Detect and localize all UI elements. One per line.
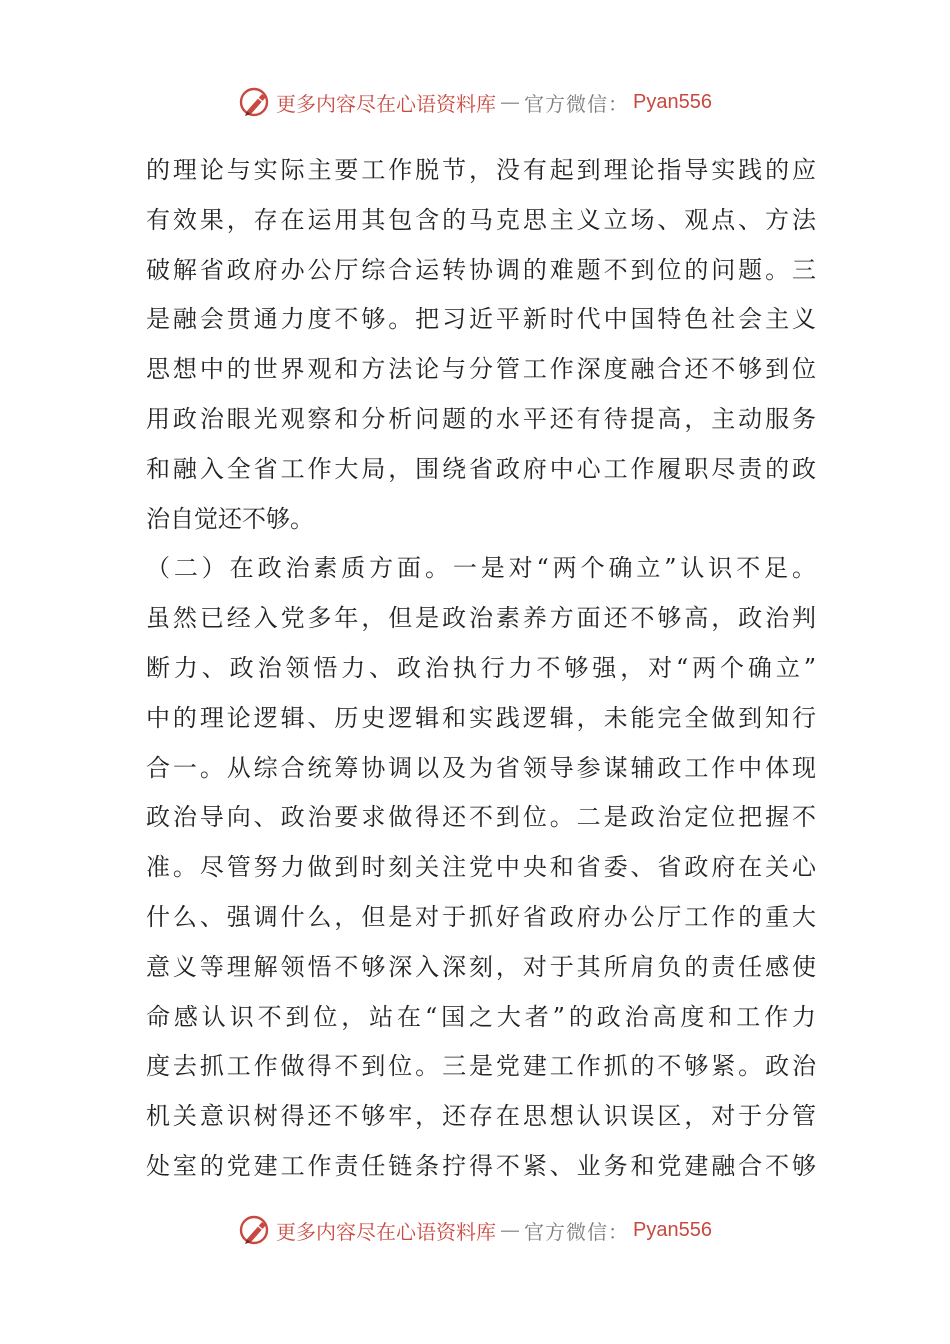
text-line: 治自觉还不够。 bbox=[146, 504, 314, 533]
text-line: 和融入全省工作大局，围绕省政府中心工作履职尽责的政 bbox=[146, 454, 816, 483]
banner-official-label: 官方微信： bbox=[524, 1219, 630, 1244]
text-line: 虽然已经入党多年，但是政治素养方面还不够高，政治判 bbox=[146, 604, 816, 633]
pen-logo-icon bbox=[238, 85, 272, 119]
text-line: 思想中的世界观和方法论与分管工作深度融合还不够到位 bbox=[146, 355, 816, 384]
text-line: 命感认识不到位，站在“国之大者”的政治高度和工作力 bbox=[146, 1002, 816, 1031]
text-line: 破解省政府办公厅综合运转协调的难题不到位的问题。三 bbox=[146, 255, 816, 284]
banner-wechat-id: Pyan556 bbox=[633, 1218, 712, 1241]
text-line: 合一。从综合统筹协调以及为省领导参谋辅政工作中体现 bbox=[146, 753, 816, 782]
text-line: （二）在政治素质方面。一是对“两个确立”认识不足。 bbox=[146, 554, 816, 583]
text-line: 中的理论逻辑、历史逻辑和实践逻辑，未能完全做到知行 bbox=[146, 703, 816, 732]
text-line: 是融会贯通力度不够。把习近平新时代中国特色社会主义 bbox=[146, 305, 816, 334]
text-line: 用政治眼光观察和分析问题的水平还有待提高，主动服务 bbox=[146, 404, 816, 433]
text-line: 准。尽管努力做到时刻关注党中央和省委、省政府在关心 bbox=[146, 853, 816, 882]
text-line: 机关意识树得还不够牢，还存在思想认识误区，对于分管 bbox=[146, 1102, 816, 1131]
text-line: 意义等理解领悟不够深入深刻，对于其所肩负的责任感使 bbox=[146, 952, 816, 981]
banner-brand-text: 更多内容尽在心语资料库 bbox=[276, 91, 497, 116]
header-banner bbox=[0, 82, 950, 122]
text-line: 断力、政治领悟力、政治执行力不够强，对“两个确立” bbox=[146, 653, 816, 682]
text-line: 度去抓工作做得不到位。三是党建工作抓的不够紧。政治 bbox=[146, 1052, 816, 1081]
banner-official-label: 官方微信： bbox=[524, 91, 630, 116]
banner-brand-text: 更多内容尽在心语资料库 bbox=[276, 1219, 497, 1244]
banner-dash: — bbox=[500, 1218, 521, 1242]
document-body bbox=[146, 146, 816, 1192]
text-line: 什么、强调什么，但是对于抓好省政府办公厅工作的重大 bbox=[146, 902, 816, 931]
text-line: 有效果，存在运用其包含的马克思主义立场、观点、方法 bbox=[146, 205, 816, 234]
banner-wechat-id: Pyan556 bbox=[633, 90, 712, 113]
text-line: 的理论与实际主要工作脱节，没有起到理论指导实践的应 bbox=[146, 156, 816, 184]
text-line: 处室的党建工作责任链条拧得不紧、业务和党建融合不够 bbox=[146, 1151, 816, 1180]
footer-banner bbox=[0, 1210, 950, 1250]
text-line: 政治导向、政治要求做得还不到位。二是政治定位把握不 bbox=[146, 803, 816, 832]
pen-logo-icon bbox=[238, 1213, 272, 1247]
banner-dash: — bbox=[500, 90, 521, 114]
